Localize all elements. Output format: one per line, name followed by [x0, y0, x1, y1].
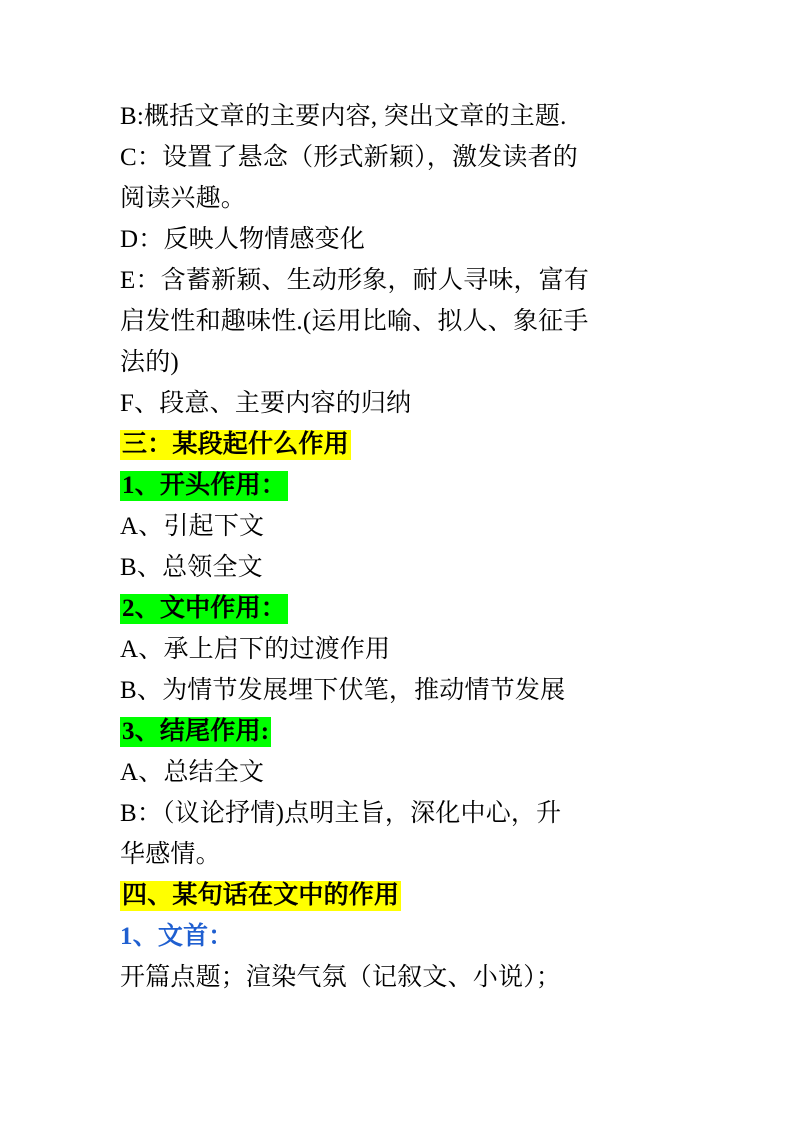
line-text: A、引起下文 [120, 513, 265, 540]
document-line [120, 711, 693, 752]
document-line [120, 916, 693, 957]
document-line [120, 629, 693, 670]
document-line [120, 957, 693, 998]
document-line [120, 588, 693, 629]
document-line [120, 875, 693, 916]
document-line [120, 670, 693, 711]
line-text: D：反映人物情感变化 [120, 226, 366, 253]
document-line [120, 752, 693, 793]
document-line [120, 547, 693, 588]
document-line [120, 342, 693, 383]
line-text: 法的) [120, 349, 179, 376]
document-line [120, 137, 693, 178]
document-line [120, 465, 693, 506]
blue-heading: 1、文首： [120, 923, 234, 950]
document-line [120, 506, 693, 547]
line-text: 开篇点题；渲染气氛（记叙文、小说）； [120, 964, 562, 991]
document-line [120, 260, 693, 301]
line-text: 华感情。 [120, 841, 221, 868]
document-line [120, 383, 693, 424]
line-text: B、总领全文 [120, 554, 263, 581]
document-line [120, 219, 693, 260]
document-line [120, 178, 693, 219]
highlighted-heading-green: 2、文中作用： [122, 595, 286, 622]
line-text: 启发性和趣味性.(运用比喻、拟人、象征手 [120, 308, 589, 335]
highlighted-heading-yellow: 四、某句话在文中的作用 [122, 882, 400, 909]
highlighted-heading-green: 3、结尾作用: [122, 718, 270, 745]
document-body [120, 96, 693, 998]
highlighted-heading-green: 1、开头作用： [122, 472, 286, 499]
document-line [120, 424, 693, 465]
document-line [120, 793, 693, 834]
line-text: B：（议论抒情)点明主旨，深化中心，升 [120, 800, 562, 827]
line-text: F、段意、主要内容的归纳 [120, 390, 412, 417]
line-text: 阅读兴趣。 [120, 185, 247, 212]
line-text: B:概括文章的主要内容, 突出文章的主题. [120, 103, 567, 130]
document-line [120, 834, 693, 875]
line-text: C：设置了悬念（形式新颖），激发读者的 [120, 144, 578, 171]
line-text: A、承上启下的过渡作用 [120, 636, 391, 663]
highlighted-heading-yellow: 三：某段起什么作用 [122, 431, 349, 458]
line-text: A、总结全文 [120, 759, 265, 786]
document-line [120, 96, 693, 137]
line-text: B、为情节发展埋下伏笔，推动情节发展 [120, 677, 566, 704]
document-line [120, 301, 693, 342]
line-text: E：含蓄新颖、生动形象，耐人寻味，富有 [120, 267, 590, 294]
